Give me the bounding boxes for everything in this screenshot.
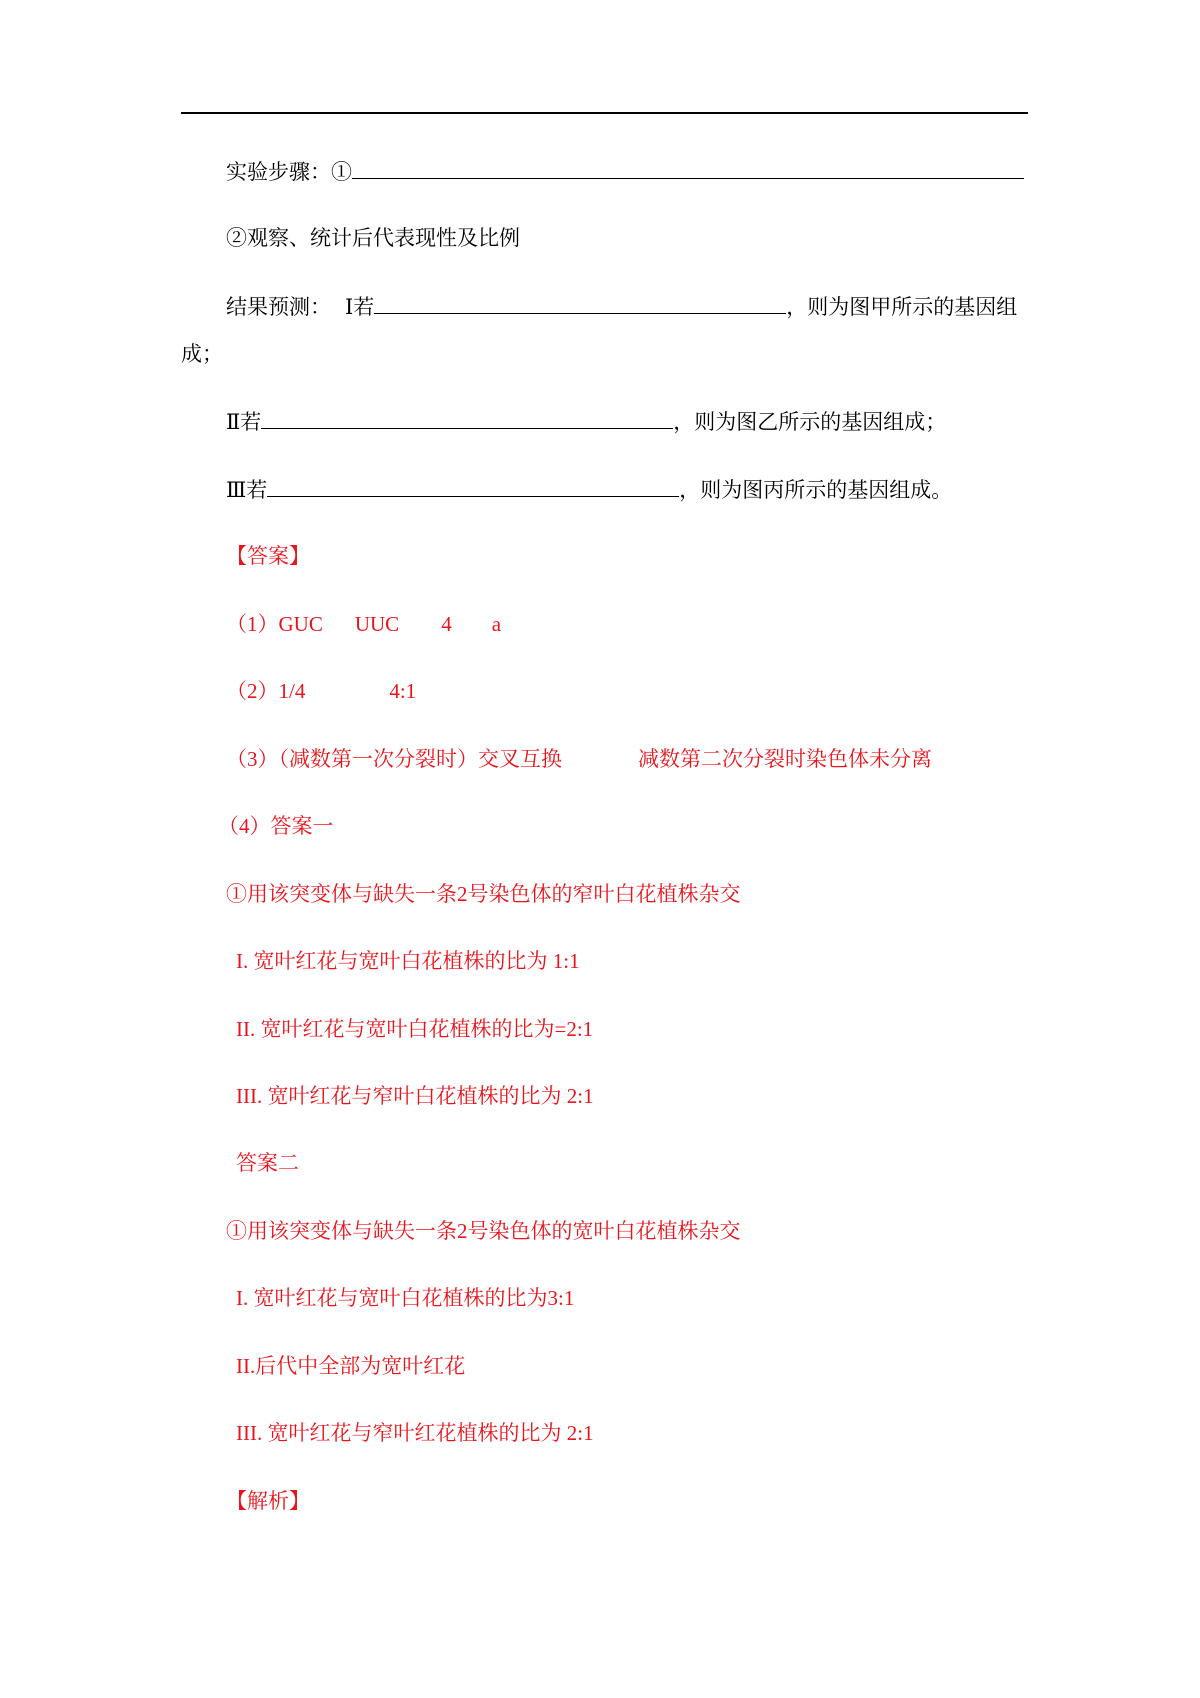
q1-answer-2: UUC: [354, 612, 400, 636]
answer-q1: [226, 609, 501, 639]
plan1-item: ①用该突变体与缺失一条2号染色体的窄叶白花植株杂交: [226, 882, 741, 906]
steps-line-2: ②观察、统计后代表现性及比例: [226, 226, 520, 250]
plan2-item: III. 宽叶红花与窄叶红花植株的比为 2:1: [236, 1421, 594, 1445]
case2-suffix: ，则为图乙所示的基因组成；: [673, 410, 947, 434]
answer-blank-step1[interactable]: [352, 156, 1024, 179]
case3-suffix: ，则为图丙所示的基因组成。: [679, 478, 953, 502]
prediction-label: 结果预测：: [226, 295, 331, 319]
q3-answer-2: 减数第二次分裂时染色体未分离: [638, 747, 932, 771]
q1-answer-1: GUC: [278, 612, 323, 636]
plan2-label: 答案二: [236, 1151, 299, 1175]
steps-line-1: [226, 156, 1024, 187]
case1-prefix: Ⅰ若: [345, 295, 375, 319]
q2-label: （2）: [226, 679, 279, 703]
q1-label: （1）: [226, 612, 279, 636]
answer-blank-case1[interactable]: [374, 291, 786, 314]
answer-q3: [226, 744, 932, 774]
q1-answer-4: a: [491, 612, 502, 636]
answer-blank-case3[interactable]: [267, 474, 679, 497]
case3-prefix: Ⅲ若: [226, 478, 268, 502]
answer-q2: [226, 676, 416, 706]
header-rule: [181, 112, 1028, 114]
plan1-item: II. 宽叶红花与宽叶白花植株的比为=2:1: [236, 1017, 594, 1041]
plan1-item: I. 宽叶红花与宽叶白花植株的比为 1:1: [236, 949, 580, 973]
q3-label: （3）: [226, 747, 279, 771]
q3-answer-1: （减数第一次分裂时）交叉互换: [278, 747, 562, 771]
analysis-heading: 【解析】: [226, 1489, 310, 1513]
plan2-item: II.后代中全部为宽叶红花: [236, 1354, 466, 1378]
case2-prefix: Ⅱ若: [226, 410, 262, 434]
prediction-line-3: [226, 474, 952, 505]
plan1-item: III. 宽叶红花与窄叶白花植株的比为 2:1: [236, 1084, 594, 1108]
prediction-line-1: [226, 291, 1017, 322]
q2-answer-1: 1/4: [278, 679, 306, 703]
steps-label: 实验步骤：①: [226, 160, 352, 184]
answer-heading: 【答案】: [226, 544, 310, 568]
q1-answer-3: 4: [441, 612, 452, 636]
plan2-item: I. 宽叶红花与宽叶白花植株的比为3:1: [236, 1286, 575, 1310]
case1-suffix: ，则为图甲所示的基因组: [786, 295, 1018, 319]
prediction-line-1-wrap: 成；: [181, 342, 223, 366]
prediction-line-2: [226, 406, 946, 437]
plan2-item: ①用该突变体与缺失一条2号染色体的宽叶白花植株杂交: [226, 1219, 741, 1243]
q2-answer-2: 4:1: [389, 679, 417, 703]
answer-q4-label: （4）答案一: [218, 814, 334, 838]
answer-blank-case2[interactable]: [261, 406, 673, 429]
